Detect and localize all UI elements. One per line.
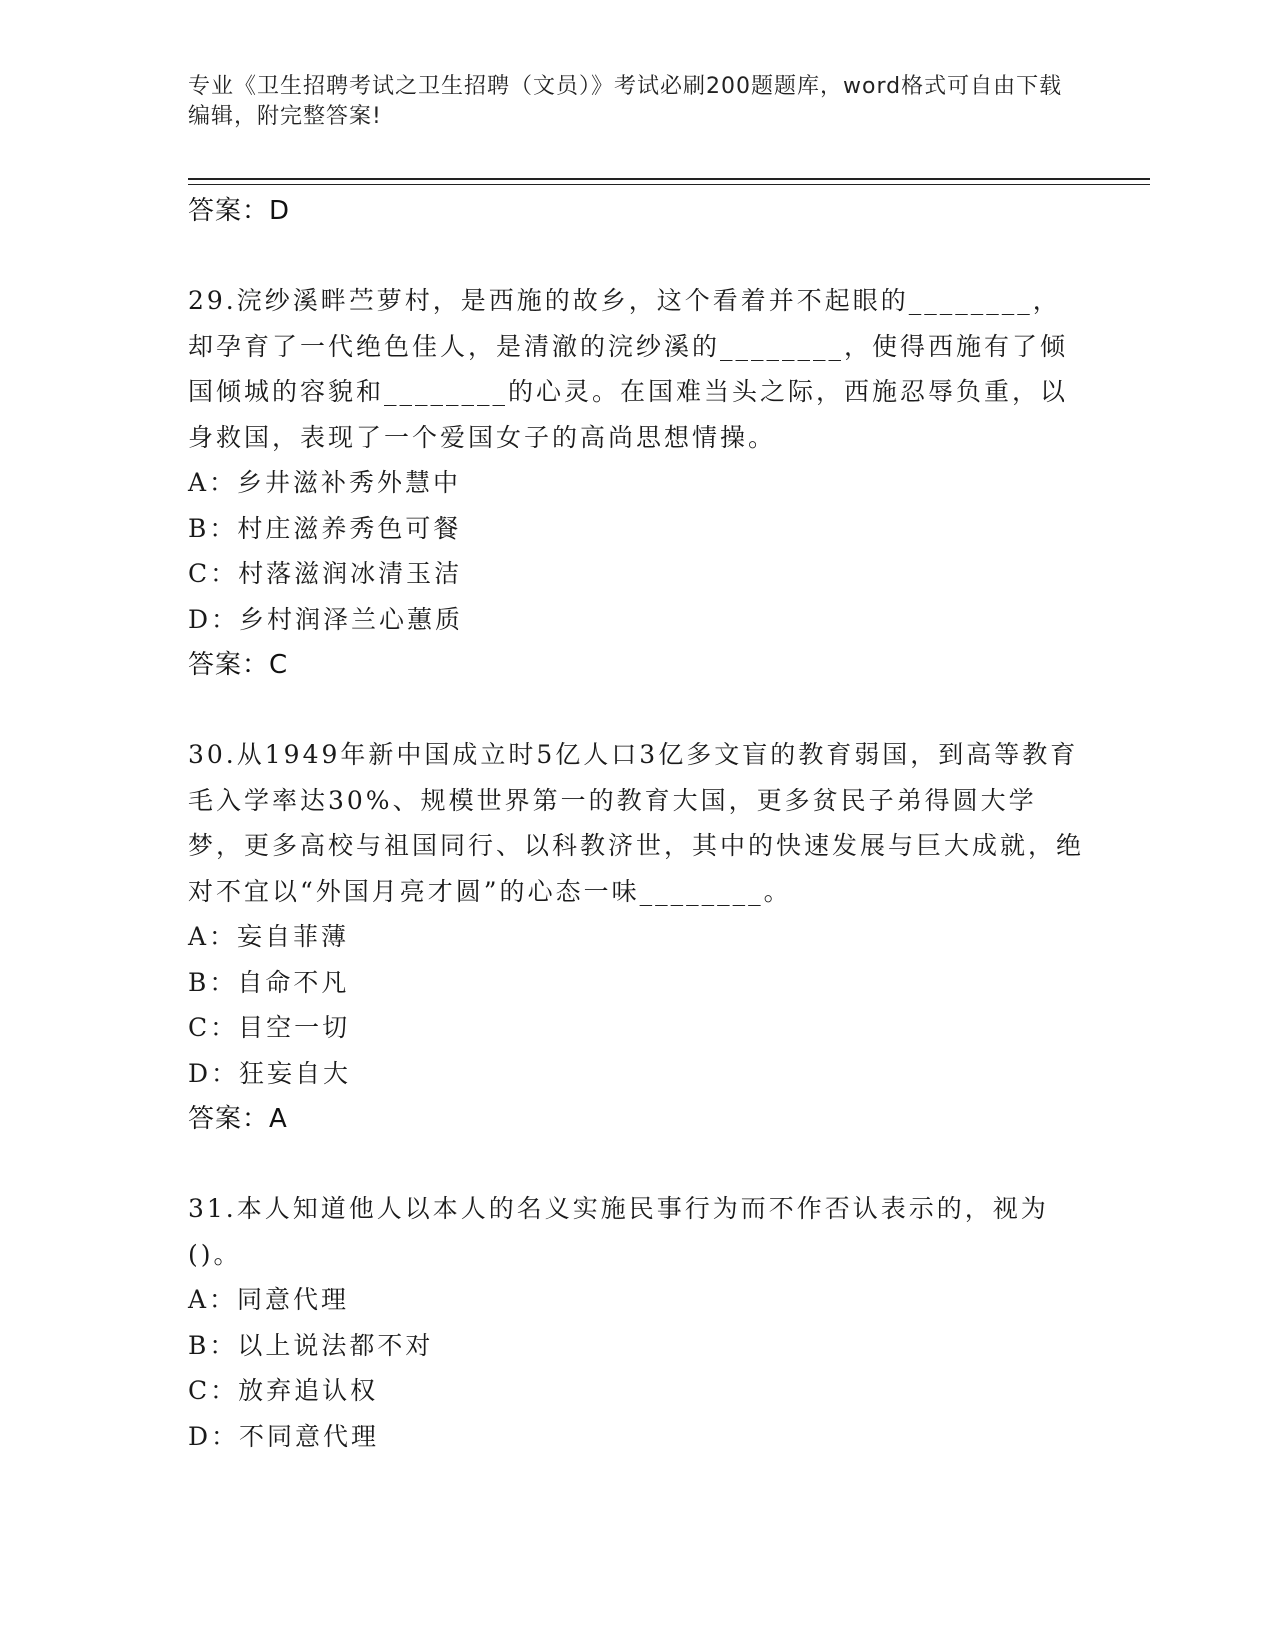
header-rule-thick [188,178,1150,180]
question-30 [188,732,1088,1142]
question-answer: 答案：A [188,1104,288,1134]
option-b: B：自命不凡 [188,967,350,997]
option-c: C：村落滋润冰清玉洁 [188,559,463,588]
question-29 [188,278,1088,688]
option-a: A：乡井滋补秀外慧中 [188,468,462,497]
option-b: B：村庄滋养秀色可餐 [188,513,462,543]
previous-answer: 答案：D [188,196,291,226]
question-answer: 答案：C [188,650,289,680]
question-stem: 29.浣纱溪畔苎萝村，是西施的故乡，这个看着并不起眼的________，却孕育了一代绝色佳人，是清澈的浣纱溪的________，使得西施有了倾国倾城的容貌和________的心灵。在国难当头之际，西施忍辱负重，以身救国，表现了一个爱国女子的高尚思想情操。 [188,286,1069,452]
option-b: B：以上说法都不对 [188,1330,434,1360]
option-c: C：目空一切 [188,1013,351,1042]
option-d: D：狂妄自大 [188,1058,352,1088]
question-stem: 31.本人知道他人以本人的名义实施民事行为而不作否认表示的，视为()。 [188,1194,1049,1269]
question-list [188,188,1088,1459]
page-header: 专业《卫生招聘考试之卫生招聘（文员）》考试必刷200题题库，word格式可自由下载编辑，附完整答案! [188,74,1063,129]
option-d: D：不同意代理 [188,1421,380,1451]
question-stem: 30.从1949年新中国成立时5亿人口3亿多文盲的教育弱国，到高等教育毛入学率达30%、规模世界第一的教育大国，更多贫民子弟得圆大学梦，更多高校与祖国同行、以科教济世，其中的快速发展与巨大成就，绝对不宜以“外国月亮才圆”的心态一味________。 [188,740,1085,906]
option-a: A：妄自菲薄 [188,922,350,951]
option-d: D：乡村润泽兰心蕙质 [188,604,464,634]
option-a: A：同意代理 [188,1285,350,1314]
option-c: C：放弃追认权 [188,1376,379,1405]
header-rule-thin [188,184,1150,185]
question-31 [188,1186,1088,1459]
